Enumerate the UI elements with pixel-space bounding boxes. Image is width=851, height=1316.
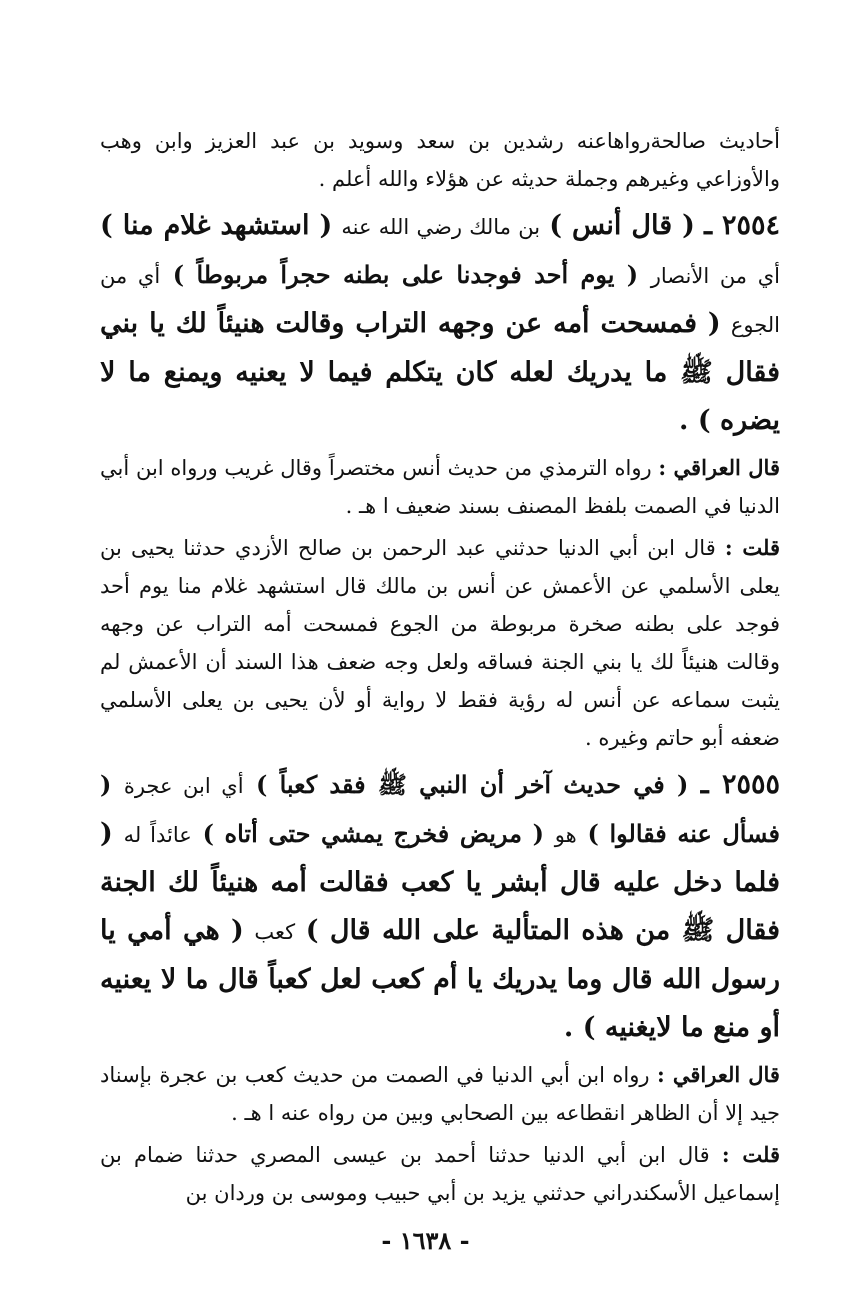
commentary-text: عائداً له [123,823,192,847]
hadith-text: ( فمسحت أمه عن وجهه التراب وقالت هنيئاً لك يا بني فقال ﷺ ما يدريك لعله كان يتكلم فيما لا يعنيه ويمنع ما لا يضره ) . [100,308,780,436]
hadith-text: ( فسأل عنه فقالوا ) [100,770,780,848]
hadith-text: ( فلما دخل عليه قال أبشر يا كعب فقالت أمه هنيئاً لك الجنة فقال ﷺ من هذه المتألية على الله قال ) [100,818,781,946]
page-body [100,122,780,1216]
qult-note-1 [100,529,780,757]
hadith-number: ٢٥٥٤ ـ [704,210,780,241]
paragraph-intro: أحاديث صالحةرواهاعنه رشدين بن سعد وسويد بن عبد العزيز وابن وهب والأوزاعي وغيرهم وجملة حديثه عن هؤلاء والله أعلم . [100,129,780,191]
hadith-2554 [100,202,780,445]
page-number: - ١٦٣٨ - [381,1226,470,1255]
qult-note-2 [100,1136,780,1212]
iraqi-note-1 [100,449,780,525]
hadith-text: ( استشهد غلام منا ) [100,210,333,241]
commentary-text: هو [554,823,577,847]
iraqi-text: رواه ابن أبي الدنيا في الصمت من حديث كعب بن عجرة بإسناد جيد إلا أن الظاهر انقطاعه بين الصحابي وبين من رواه عنه ا هـ . [100,1063,780,1125]
hadith-text: ( يوم أحد فوجدنا على بطنه حجراً مربوطاً ) [172,260,639,289]
qult-label: قلت : [721,1142,780,1167]
hadith-text: ( في حديث آخر أن النبي ﷺ فقد كعباً ) [256,770,689,799]
commentary-text: بن مالك رضي الله عنه [341,215,541,239]
iraqi-label: قال العراقي : [657,1062,780,1087]
hadith-text: ( مريض فخرج يمشي حتى أتاه ) [202,819,544,848]
hadith-text: ( قال أنس ) [549,210,695,241]
iraqi-label: قال العراقي : [658,455,780,480]
hadith-2555 [100,761,780,1052]
qult-text: قال ابن أبي الدنيا حدثني عبد الرحمن بن صالح الأزدي حدثنا يحيى بن يعلى الأسلمي عن الأعمش عن أنس بن مالك قال استشهد غلام منا يوم أحد فوجد على بطنه صخرة مربوطة من الجوع فمسحت أمه التراب عن وجهه وقالت هنيئاً لك يا بني الجنة فساقه ولعل وجه ضعف هذا السند أن الأعمش لم يثبت سماعه عن أنس له رؤية فقط لا رواية أو لأن يحيى بن يعلى الأسلمي ضعفه أبو حاتم وغيره . [100,536,780,750]
commentary-text: أي من الأنصار [650,264,780,288]
qult-label: قلت : [724,535,780,560]
commentary-text: أي ابن عجرة [123,774,244,798]
commentary-text: كعب [254,920,296,944]
iraqi-text: رواه الترمذي من حديث أنس مختصراً وقال غريب ورواه ابن أبي الدنيا في الصمت بلفظ المصنف بسند ضعيف ا هـ . [100,456,780,518]
commentary-text: أي من الجوع [100,264,780,337]
hadith-text: ( هي أمي يا رسول الله قال وما يدريك يا أم كعب لعل كعباً قال ما لا يعنيه أو منع ما لايغنيه ) . [100,915,780,1043]
iraqi-note-2 [100,1056,780,1132]
hadith-number: ٢٥٥٥ ـ [700,769,780,800]
qult-text: قال ابن أبي الدنيا حدثنا أحمد بن عيسى المصري حدثنا ضمام بن إسماعيل الأسكندراني حدثني يزيد بن أبي حبيب وموسى بن وردان بن [100,1143,780,1205]
